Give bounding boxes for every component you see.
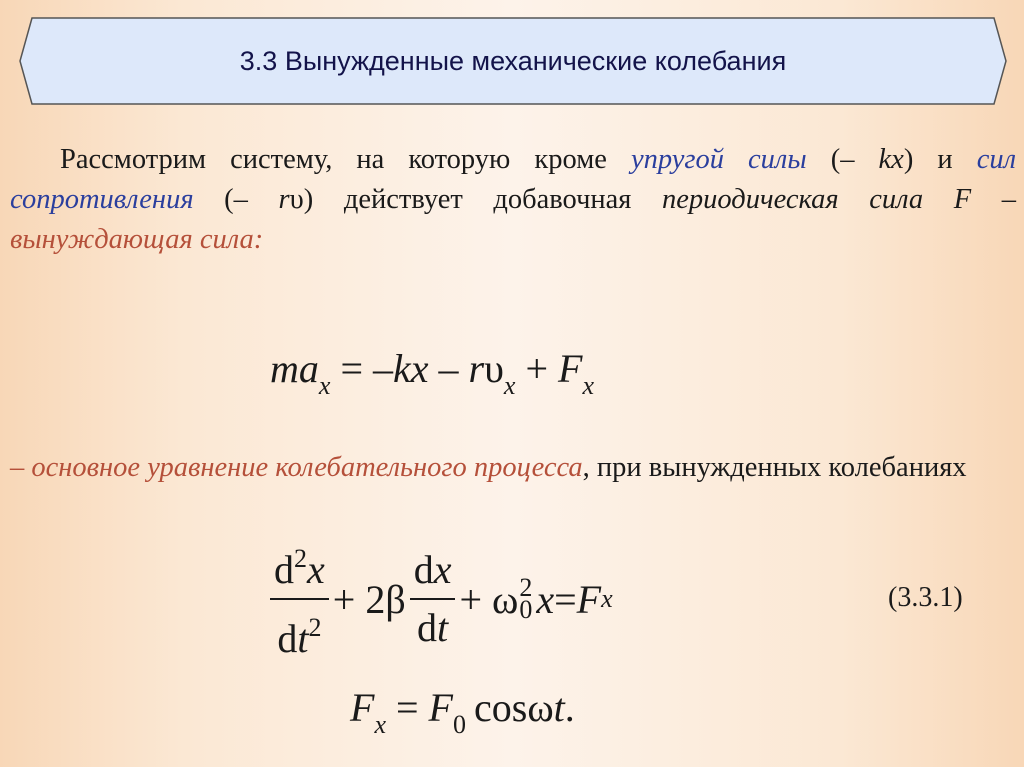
eq1-F: F: [558, 346, 583, 391]
title-banner: [18, 16, 1008, 106]
eq1-r: r: [468, 346, 485, 391]
eq2-sq2: 2: [308, 613, 322, 642]
main-equation-label: – основное уравнение колебательного процесса: [10, 452, 583, 483]
periodic-force-term: периодическая сила F: [662, 184, 972, 215]
eq2-plus-2beta: + 2β: [332, 576, 406, 622]
equation-description: [10, 448, 1016, 488]
para-text-7: (–: [193, 184, 279, 215]
eq3-omega: ω: [527, 685, 554, 730]
eq3-F0: F: [428, 685, 453, 730]
eq2-x1: x: [307, 547, 325, 592]
intro-paragraph: [10, 140, 1016, 260]
eq1-sub-x3: x: [582, 371, 594, 400]
equation-number: (3.3.1): [888, 582, 963, 613]
eq2-d2: d: [277, 616, 298, 661]
eq1-kx: kx: [393, 346, 429, 391]
driving-force-term: вынуждающая сила:: [10, 224, 264, 255]
eq2-x3: x: [536, 576, 555, 622]
elastic-force-term: упругой силы: [630, 144, 807, 175]
fraction-bar: [270, 598, 329, 600]
driving-force-equation: [350, 684, 575, 740]
first-derivative-fraction: [410, 546, 456, 652]
eq3-sub-x: x: [374, 710, 386, 739]
slide-title: 3.3 Вынужденные механические колебания: [239, 45, 787, 76]
eq2-sub-x: x: [601, 584, 613, 613]
eq2-F: F: [576, 576, 602, 622]
eq2-omega-zero: 0: [519, 595, 533, 624]
eq2-d1: d: [274, 547, 294, 592]
eq2-t1: t: [297, 616, 309, 661]
eq3-period: .: [564, 685, 575, 730]
equation-motion: [270, 345, 594, 401]
para-text-5: ) и: [903, 144, 977, 175]
second-derivative-fraction: [270, 535, 329, 663]
eq2-omega-sq: 2: [519, 573, 533, 602]
eq2-d4: d: [417, 605, 437, 650]
eq1-equals: = –: [330, 346, 393, 391]
para-text-3: (–: [806, 144, 879, 175]
eq1-upsilon: υ: [484, 346, 504, 391]
eq1-ma: ma: [270, 346, 319, 391]
eq1-sub-x2: x: [503, 371, 516, 400]
eq1-plus: +: [515, 346, 559, 391]
eq2-x2: x: [433, 547, 452, 592]
eq2-t2: t: [437, 605, 449, 650]
eq2-plus-omega: + ω: [459, 576, 519, 622]
eq3-sub-zero: 0: [452, 710, 466, 739]
forced-oscillation-text: , при вынужденных колебаниях: [582, 452, 967, 483]
r-term: r: [278, 184, 290, 215]
para-text-9: υ) действует добавочная: [289, 184, 663, 215]
para-text-11: –: [971, 184, 1017, 215]
para-text-1: Рассмотрим систему, на которую кроме: [60, 144, 631, 175]
eq2-equals: =: [554, 576, 577, 622]
eq2-d3: d: [413, 547, 434, 592]
eq3-F: F: [350, 685, 375, 730]
differential-equation: [266, 535, 613, 663]
fraction-bar: [410, 598, 456, 600]
eq1-sub-x: x: [318, 371, 331, 400]
eq2-sq1: 2: [294, 544, 307, 573]
eq1-minus: –: [428, 346, 469, 391]
kx-term: kx: [878, 144, 904, 175]
eq3-cos: cos: [473, 685, 528, 730]
omega-indices: [519, 573, 533, 624]
eq3-t: t: [553, 685, 565, 730]
resistance-force-term: сил сопротивления: [10, 144, 1017, 215]
eq3-equals: =: [385, 685, 429, 730]
